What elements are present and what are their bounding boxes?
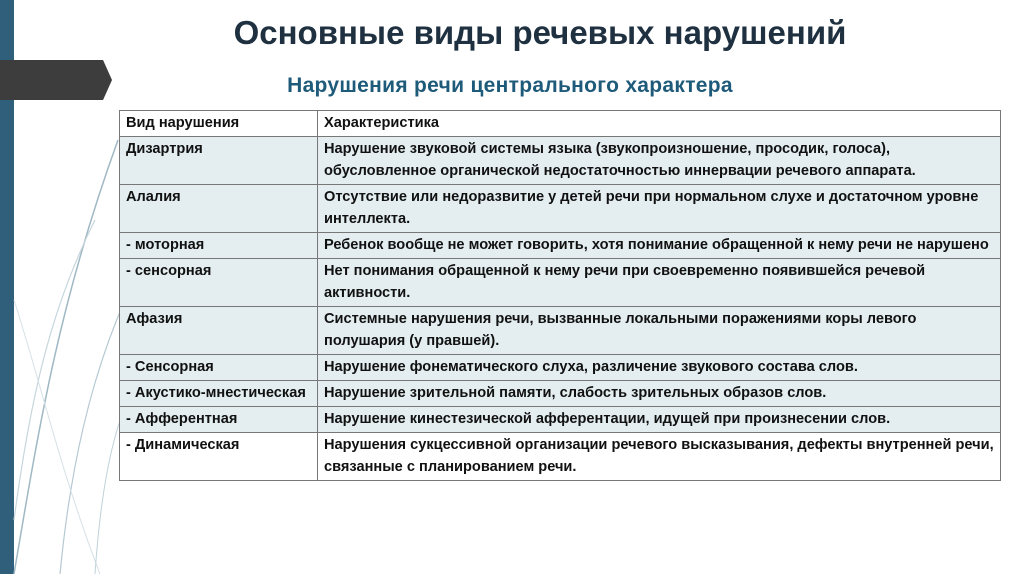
table-header-row	[120, 111, 1001, 137]
table-row	[120, 307, 1001, 355]
row-description: Нарушение зрительной памяти, слабость зрительных образов слов.	[318, 381, 1001, 407]
row-type: - моторная	[120, 233, 318, 259]
table-row	[120, 137, 1001, 185]
header-type: Вид нарушения	[120, 111, 318, 137]
table-row	[120, 381, 1001, 407]
header-description: Характеристика	[318, 111, 1001, 137]
row-type: - Афферентная	[120, 407, 318, 433]
row-type: Афазия	[120, 307, 318, 355]
row-description: Системные нарушения речи, вызванные локальными поражениями коры левого полушария (у правшей).	[318, 307, 1001, 355]
table-row	[120, 185, 1001, 233]
table-row	[120, 433, 1001, 481]
row-type: - Акустико-мнестическая	[120, 381, 318, 407]
table-row	[120, 233, 1001, 259]
row-type: - сенсорная	[120, 259, 318, 307]
slide-title: Основные виды речевых нарушений	[233, 14, 847, 51]
row-description: Отсутствие или недоразвитие у детей речи при нормальном слухе и достаточном уровне интеллекта.	[318, 185, 1001, 233]
row-type: Дизартрия	[120, 137, 318, 185]
row-description: Нарушение звуковой системы языка (звукопроизношение, просодик, голоса), обусловленное органической недостаточностью иннервации речевого аппарата.	[318, 137, 1001, 185]
speech-disorders-table	[119, 110, 1001, 481]
row-description: Нарушения сукцессивной организации речевого высказывания, дефекты внутренней речи, связанные с планированием речи.	[318, 433, 1001, 481]
table-row	[120, 355, 1001, 381]
row-description: Нарушение фонематического слуха, различение звукового состава слов.	[318, 355, 1001, 381]
row-description: Нарушение кинестезической афферентации, идущей при произнесении слов.	[318, 407, 1001, 433]
slide-subtitle: Нарушения речи центрального характера	[287, 74, 733, 97]
row-type: Алалия	[120, 185, 318, 233]
table-row	[120, 259, 1001, 307]
row-type: - Сенсорная	[120, 355, 318, 381]
row-description: Ребенок вообще не может говорить, хотя понимание обращенной к нему речи не нарушено	[318, 233, 1001, 259]
title-arrow-marker	[0, 60, 112, 100]
row-description: Нет понимания обращенной к нему речи при своевременно появившейся речевой активности.	[318, 259, 1001, 307]
table-row	[120, 407, 1001, 433]
row-type: - Динамическая	[120, 433, 318, 481]
